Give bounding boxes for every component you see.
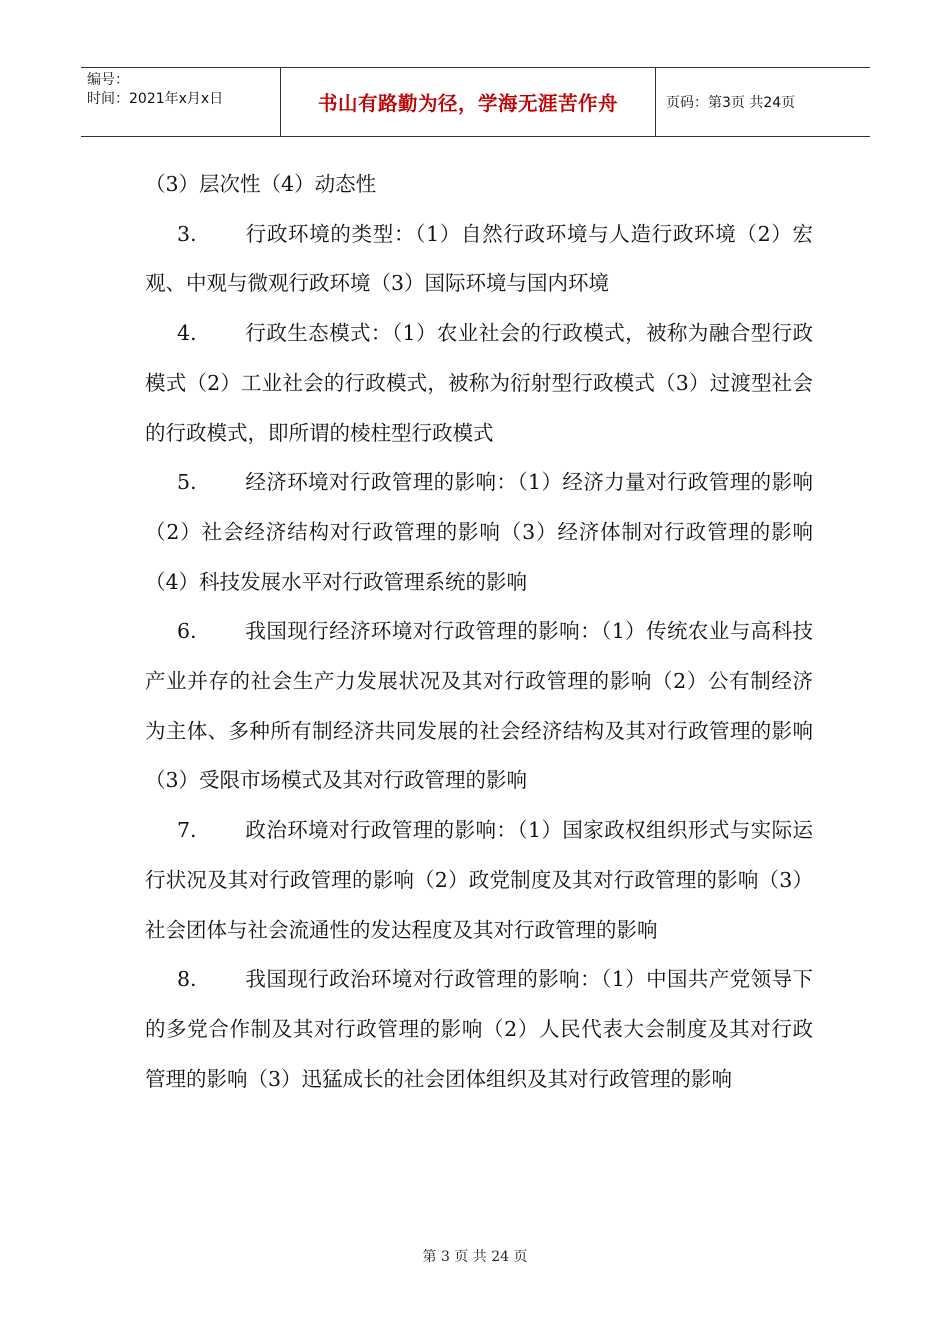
item-number: 8.: [177, 967, 197, 992]
intro-paragraph: （3）层次性（4）动态性: [145, 172, 377, 196]
document-body: [145, 160, 813, 1104]
header-page-info: 页码：第3页 共24页: [666, 95, 796, 111]
list-item: [145, 210, 813, 309]
item-number: 7.: [177, 818, 197, 843]
page-footer: 第 3 页 共 24 页: [422, 1249, 528, 1265]
item-number: 5.: [177, 470, 197, 495]
item-text: 行政环境的类型：（1）自然行政环境与人造行政环境（2）宏观、中观与微观行政环境（3）国际环境与国内环境: [145, 221, 813, 296]
item-number: 4.: [177, 321, 197, 346]
list-item: [145, 955, 813, 1104]
document-number-label: 编号：: [87, 72, 129, 88]
item-text: 行政生态模式：（1）农业社会的行政模式，被称为融合型行政模式（2）工业社会的行政模式，被称为衍射型行政模式（3）过渡型社会的行政模式，即所谓的棱柱型行政模式: [145, 321, 813, 445]
item-text: 我国现行政治环境对行政管理的影响：（1）中国共产党领导下的多党合作制及其对行政管理的影响（2）人民代表大会制度及其对行政管理的影响（3）迅猛成长的社会团体组织及其对行政管理的影响: [145, 967, 813, 1091]
item-number: 6.: [177, 619, 197, 644]
list-item: [145, 806, 813, 955]
item-number: 3.: [177, 221, 197, 246]
document-date: 时间：2021年x月x日: [87, 91, 224, 107]
header-motto: 书山有路勤为径，学海无涯苦作舟: [281, 68, 656, 136]
item-text: 经济环境对行政管理的影响：（1）经济力量对行政管理的影响（2）社会经济结构对行政管理的影响（3）经济体制对行政管理的影响（4）科技发展水平对行政管理系统的影响: [145, 470, 813, 594]
item-text: 我国现行经济环境对行政管理的影响：（1）传统农业与高科技产业并存的社会生产力发展状况及其对行政管理的影响（2）公有制经济为主体、多种所有制经济共同发展的社会经济结构及其对行政管理的影响（3）受限市场模式及其对行政管理的影响: [145, 619, 813, 793]
list-item: [145, 458, 813, 607]
list-item: [145, 309, 813, 458]
page-header: [81, 67, 870, 137]
list-item: [145, 607, 813, 806]
item-text: 政治环境对行政管理的影响：（1）国家政权组织形式与实际运行状况及其对行政管理的影响（2）政党制度及其对行政管理的影响（3）社会团体与社会流通性的发达程度及其对行政管理的影响: [145, 818, 813, 942]
header-meta: [81, 68, 281, 136]
